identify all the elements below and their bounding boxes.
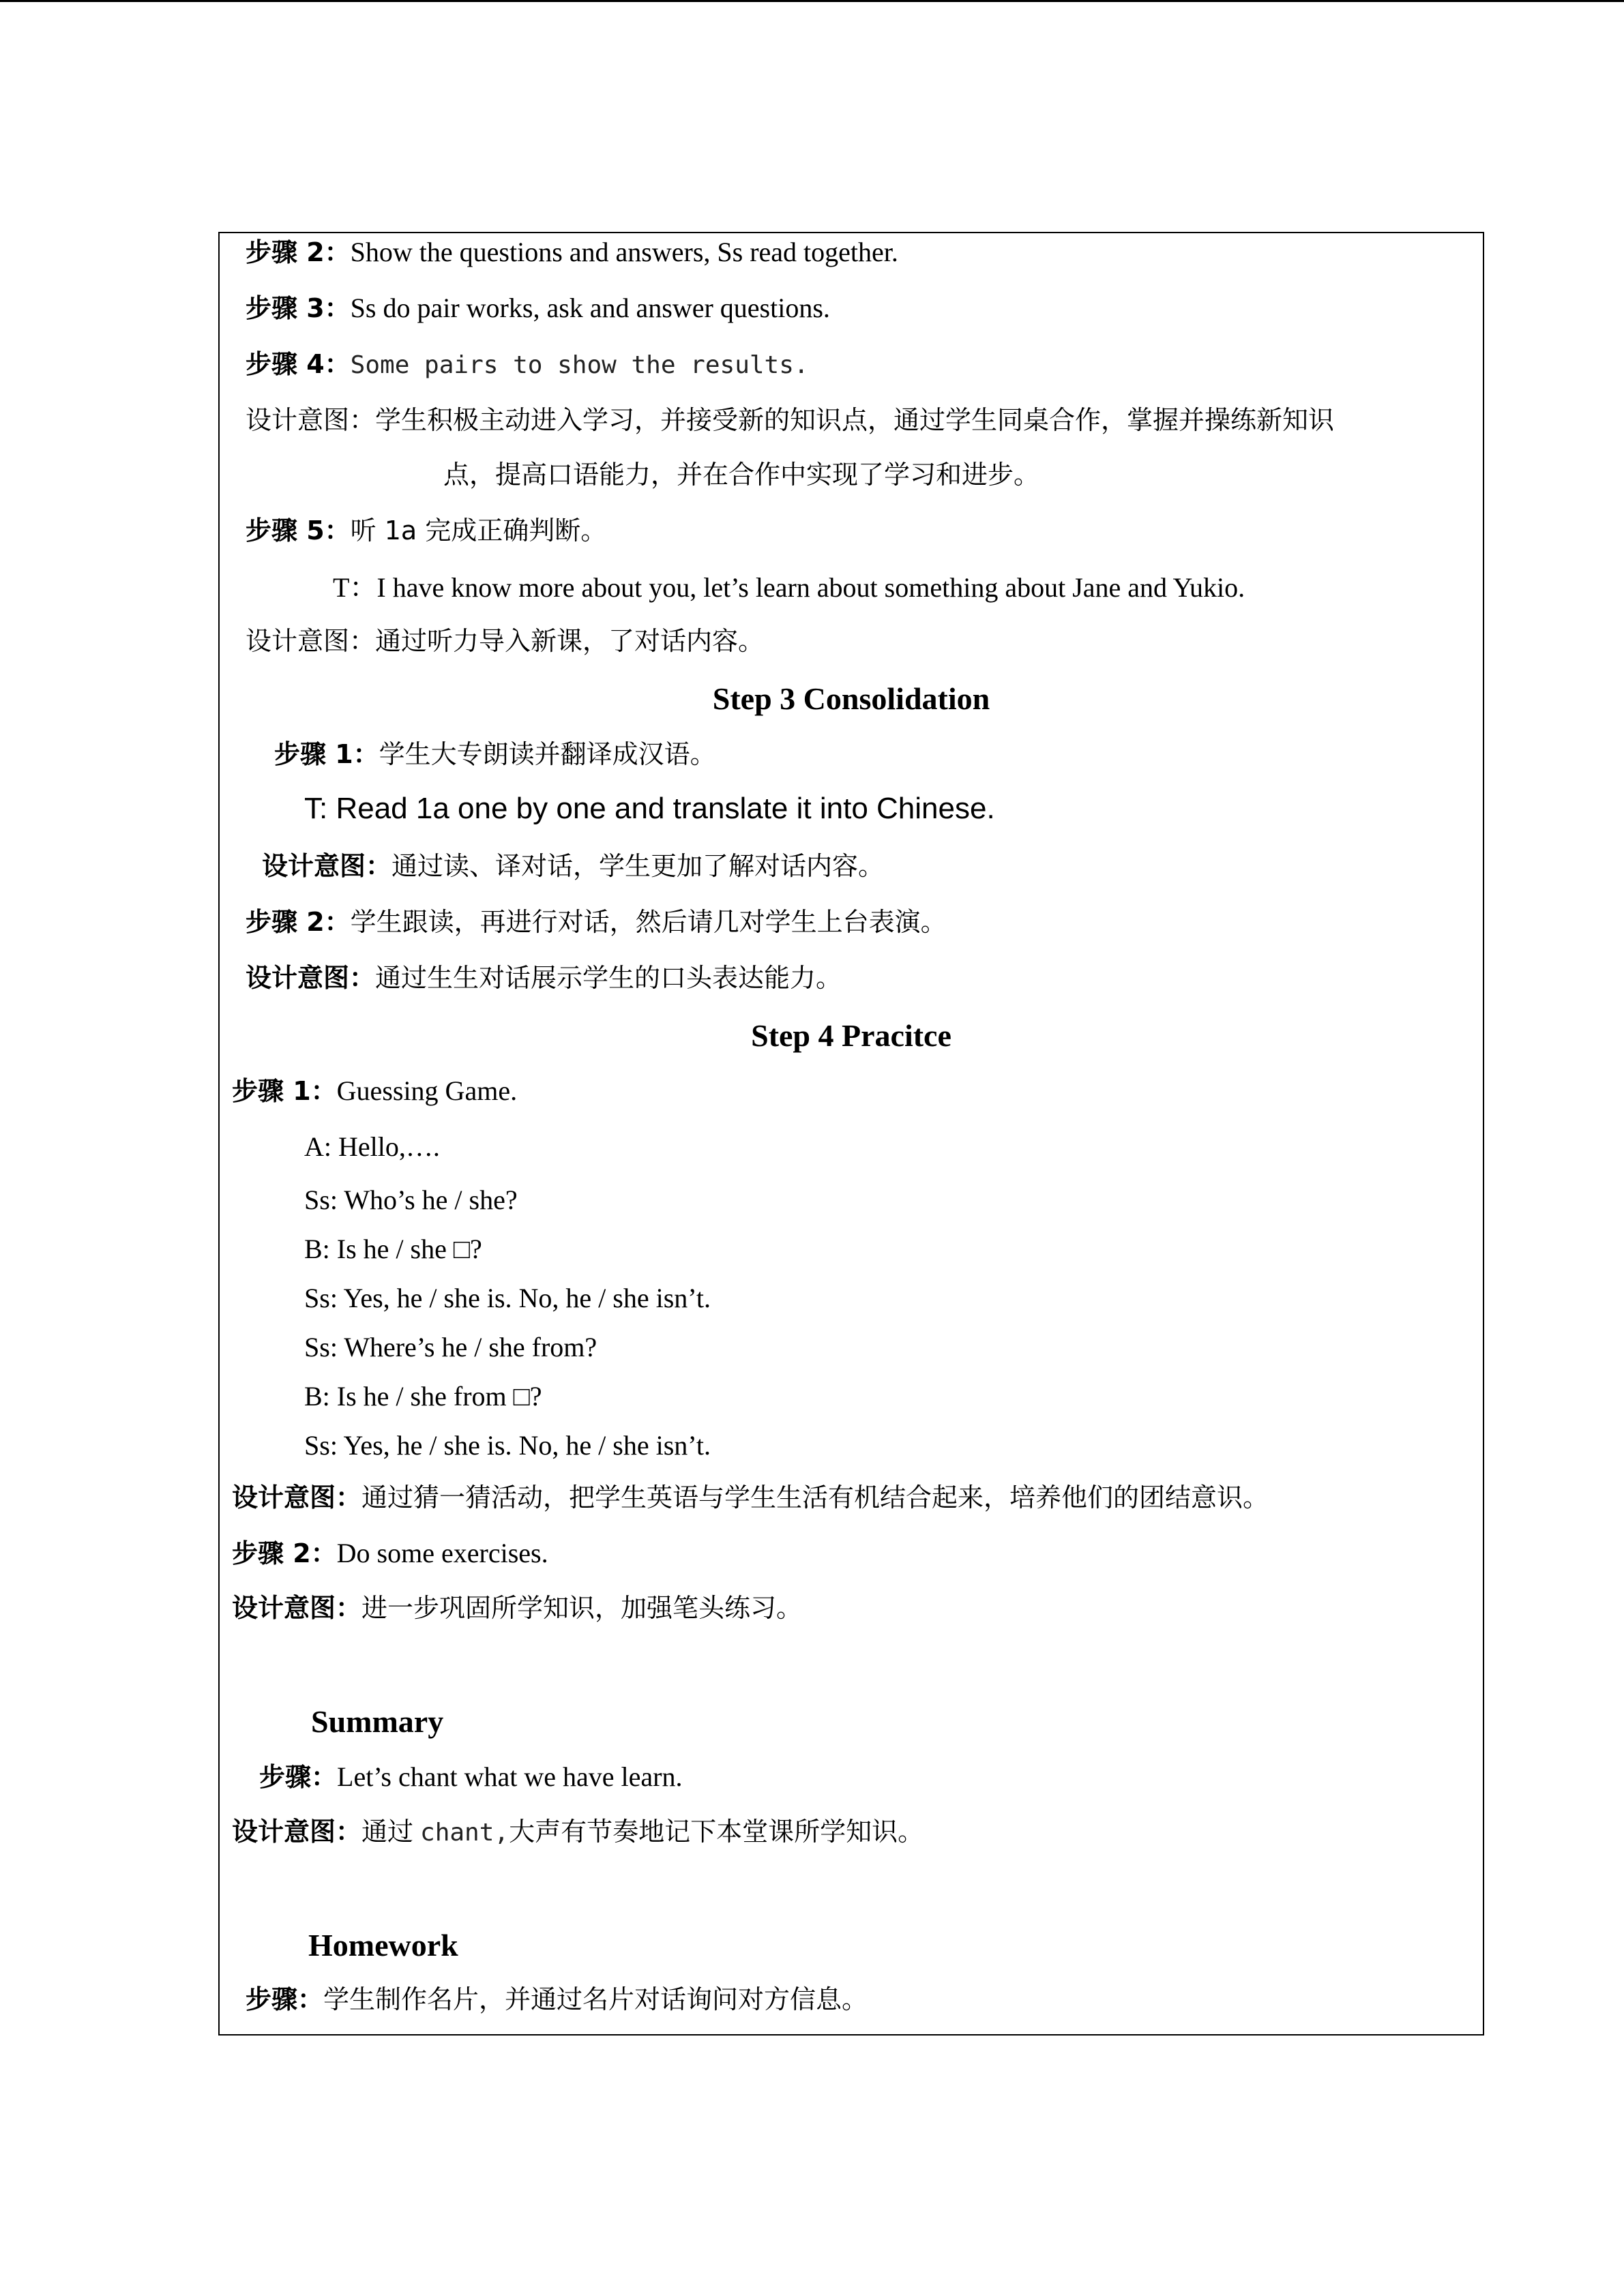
design-intent-text: 进一步巩固所学知识，加强笔头练习。: [361, 1593, 803, 1623]
step-label: 步骤 1：: [274, 739, 379, 769]
dialogue-line: B: Is he / she □?: [304, 1234, 482, 1264]
step-4-heading: Step 4 Pracitce: [751, 1018, 951, 1053]
summary-step-line: [259, 1761, 682, 1793]
design-intent-label: 设计意图：: [232, 1482, 362, 1512]
step-text: Some pairs to show the results.: [350, 351, 809, 379]
design-intent-text: 点，提高口语能力，并在合作中实现了学习和进步。: [443, 460, 1040, 490]
step-text: Ss do pair works, ask and answer questions.: [350, 293, 830, 323]
step-label: 步骤 2：: [246, 907, 351, 937]
step-text: Let’s chant what we have learn.: [337, 1761, 683, 1792]
step-label: 步骤 2：: [246, 237, 351, 267]
step-5-line: [246, 514, 606, 547]
page-top-border: [0, 0, 1624, 2]
design-intent-line: [232, 1592, 802, 1624]
step-label: 步骤 5：: [246, 516, 351, 546]
design-intent-label: 设计意图：: [232, 1593, 362, 1623]
step-3-heading: Step 3 Consolidation: [712, 681, 990, 716]
step-1-line: [232, 1075, 517, 1107]
design-intent-label: 设计意图：: [246, 405, 376, 435]
step-text: 听 1a 完成正确判断。: [350, 516, 607, 546]
dialogue-line: Ss: Yes, he / she is. No, he / she isn’t.: [304, 1283, 711, 1313]
design-intent-text: 大声有节奏地记下本堂课所学知识。: [509, 1817, 924, 1847]
design-intent-text: 通过读、译对话，学生更加了解对话内容。: [392, 851, 885, 881]
design-intent-text: 学生积极主动进入学习，并接受新的知识点，通过学生同桌合作，掌握并操练新知识: [375, 405, 1335, 435]
design-intent-label: 设计意图：: [262, 851, 392, 881]
dialogue-line: Ss: Yes, he / she is. No, he / she isn’t.: [304, 1430, 711, 1461]
step-text: 学生制作名片，并通过名片对话询问对方信息。: [323, 1984, 868, 2014]
teacher-line: T: Read 1a one by one and translate it into Chinese.: [304, 792, 995, 825]
design-intent-label: 设计意图：: [246, 963, 376, 993]
teacher-line: T：I have know more about you, let’s learn about something about Jane and Yukio.: [333, 572, 1245, 603]
design-intent-line: [246, 961, 842, 994]
step-text: 学生跟读，再进行对话，然后请几对学生上台表演。: [350, 907, 947, 937]
design-intent-label: 设计意图：: [232, 1817, 362, 1847]
step-label: 步骤：: [246, 1984, 324, 2014]
design-intent-text: 通过猜一猜活动，把学生英语与学生生活有机结合起来，培养他们的团结意识。: [361, 1482, 1269, 1512]
dialogue-line: Ss: Who’s he / she?: [304, 1184, 518, 1215]
dialogue-line: B: Is he / she from □?: [304, 1381, 542, 1412]
step-label: 步骤 1：: [232, 1076, 337, 1106]
design-intent-text: 通过听力导入新课，了对话内容。: [375, 626, 765, 656]
step-2-line: [246, 906, 947, 938]
step-text: Do some exercises.: [336, 1538, 548, 1568]
design-intent-line: [262, 850, 884, 882]
step-text: Show the questions and answers, Ss read together.: [350, 237, 898, 267]
homework-heading: Homework: [308, 1928, 458, 1963]
design-intent-text: 通过: [361, 1817, 414, 1847]
step-label: 步骤：: [259, 1762, 338, 1792]
step-label: 步骤 3：: [246, 293, 351, 323]
step-1-line: [274, 738, 716, 771]
step-text: 学生大专朗读并翻译成汉语。: [379, 739, 716, 769]
design-intent-label: 设计意图：: [246, 626, 376, 656]
step-3-line: [246, 292, 830, 325]
design-intent-line: [232, 1815, 924, 1849]
homework-step-line: [246, 1983, 868, 2016]
design-intent-code: chant,: [420, 1819, 510, 1847]
design-intent-text: 通过生生对话展示学生的口头表达能力。: [375, 963, 842, 993]
step-4-line: [246, 348, 809, 382]
design-intent-continuation: [443, 458, 1039, 491]
step-label: 步骤 4：: [246, 349, 351, 379]
step-label: 步骤 2：: [232, 1538, 337, 1568]
design-intent-line: [246, 404, 1334, 436]
dialogue-line: A: Hello,….: [304, 1131, 440, 1162]
design-intent-line: [246, 625, 764, 657]
step-2-line: [232, 1537, 548, 1570]
step-2-line: [246, 236, 898, 269]
summary-heading: Summary: [311, 1704, 444, 1739]
dialogue-line: Ss: Where’s he / she from?: [304, 1332, 597, 1362]
design-intent-line: [232, 1481, 1269, 1514]
step-text: Guessing Game.: [336, 1075, 518, 1106]
